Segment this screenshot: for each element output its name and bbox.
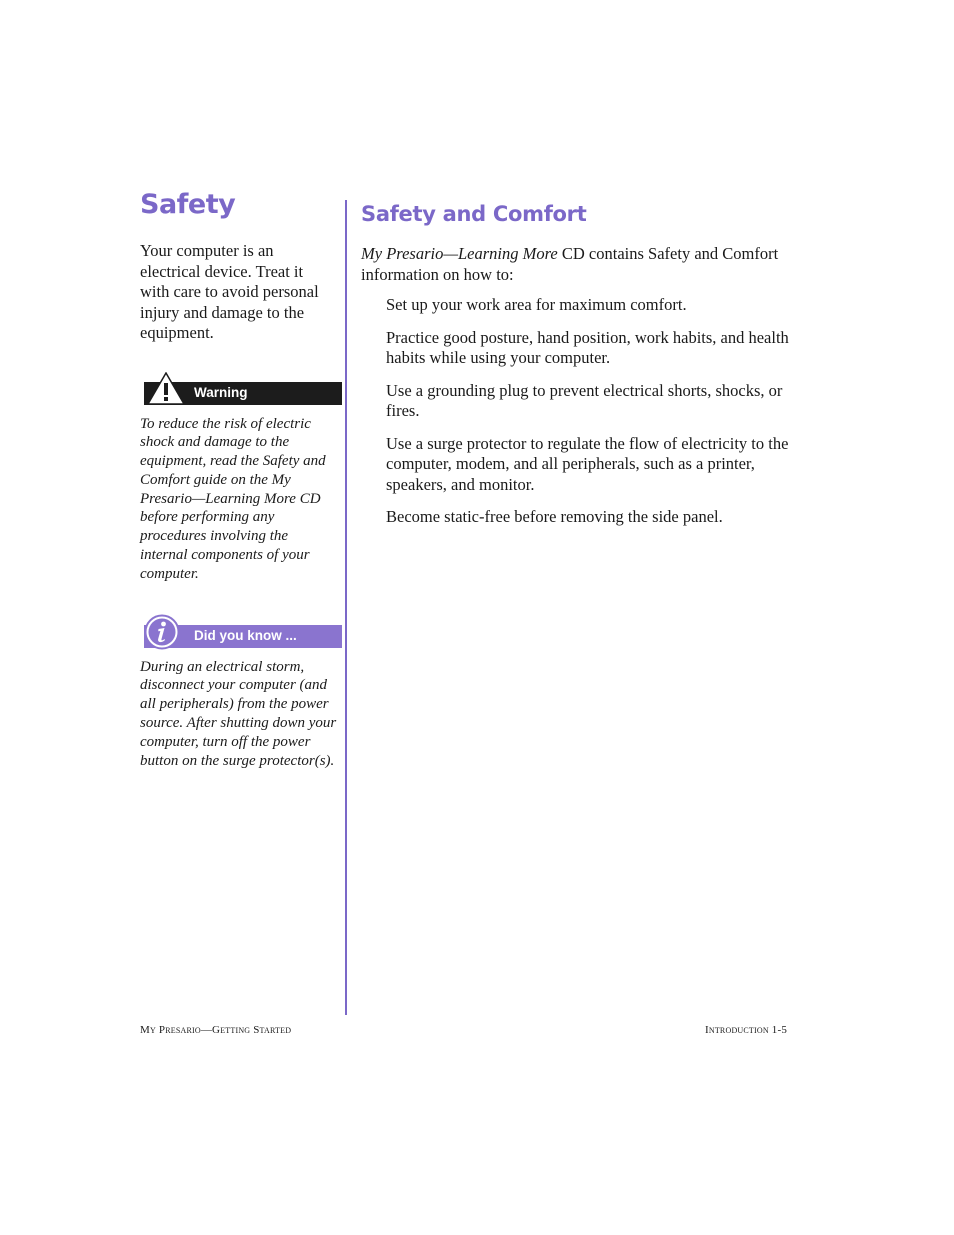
info-icon — [144, 614, 180, 650]
main-column — [361, 199, 801, 540]
sidebar — [140, 188, 342, 770]
list-item: Use a surge protector to regulate the flow of electricity to the computer, modem, and all peripherals, such as a printer, speakers, and monitor. — [386, 433, 789, 494]
list-item: Use a grounding plug to prevent electrical shorts, shocks, or fires. — [386, 380, 783, 420]
section-title: Safety and Comfort — [361, 202, 587, 226]
footer-book-title: My Presario—Getting Started — [140, 1024, 292, 1036]
footer-page-number: Introduction 1-5 — [705, 1024, 788, 1036]
warning-callout-bar — [144, 382, 342, 405]
tip-label: Did you know ... — [194, 627, 297, 643]
warning-triangle-icon — [147, 372, 185, 405]
tip-text: During an electrical storm, disconnect your computer (and all peripherals) from the power source. After shutting down your computer, turn off the power button on the surge protector(s). — [140, 658, 337, 769]
warning-text: To reduce the risk of electric shock and damage to the equipment, read the Safety and Comfort guide on the My Presario—Learning More CD before performing any procedures involving the internal components of your computer. — [140, 415, 326, 582]
sidebar-intro: Your computer is an electrical device. Treat it with care to avoid personal injury and damage to the equipment. — [140, 241, 319, 342]
list-item: Become static-free before removing the side panel. — [386, 507, 723, 526]
column-divider — [345, 200, 347, 1015]
list-item: Set up your work area for maximum comfort. — [386, 295, 687, 314]
comfort-list — [361, 295, 801, 528]
tip-callout-bar — [144, 625, 342, 648]
section-intro — [361, 243, 801, 285]
cd-title: My Presario—Learning More — [361, 244, 558, 263]
warning-label: Warning — [194, 384, 248, 400]
sidebar-title: Safety — [140, 189, 236, 220]
intro-rest: CD contains Safety and Comfort information on how to: — [361, 244, 779, 284]
list-item: Practice good posture, hand position, work habits, and health habits while using your computer. — [386, 327, 789, 367]
